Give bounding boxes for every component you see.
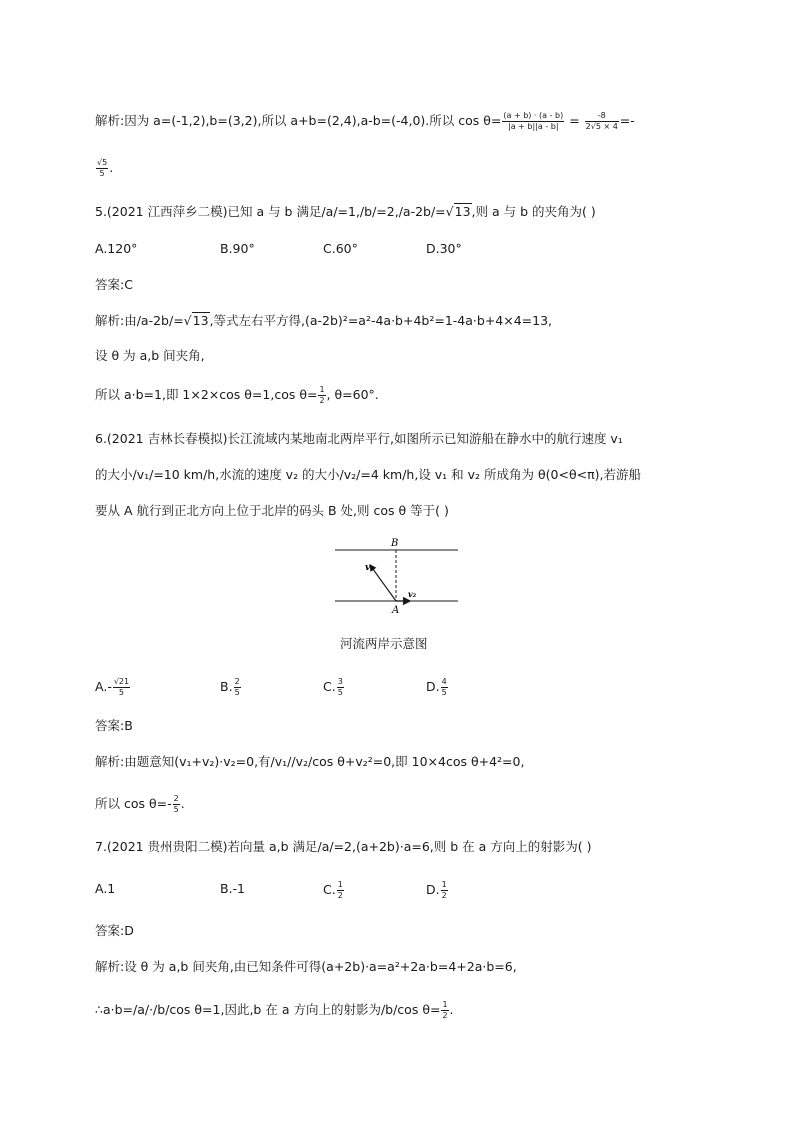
- frac-num: 3: [337, 677, 343, 686]
- q5-option-b: B.90°: [220, 241, 255, 256]
- text: 解析:因为 a=(-1,2),b=(3,2),所以 a+b=(2,4),a-b=(-4,0).所以 cos θ=: [95, 113, 502, 128]
- frac-num: 1: [319, 385, 325, 394]
- frac-num: √5: [97, 158, 108, 167]
- text: =-: [619, 113, 635, 128]
- frac-den: 5: [337, 688, 343, 697]
- option-label: D.: [426, 882, 440, 897]
- frac-den: 5: [234, 688, 240, 697]
- fraction: [318, 385, 325, 406]
- q7-solution-line1: 解析:设 θ 为 a,b 间夹角,由已知条件可得(a+2b)·a=a²+2a·b=4+2a·b=6,: [95, 959, 517, 974]
- option-label: C.: [323, 882, 336, 897]
- frac-den: 5: [118, 688, 125, 697]
- text: ,则 a 与 b 的夹角为( ): [471, 204, 596, 219]
- fraction-value: [585, 111, 619, 132]
- fraction: [337, 880, 344, 901]
- q5-option-c: C.60°: [323, 241, 358, 256]
- frac-num: 1: [441, 880, 447, 889]
- frac-num: 1: [442, 1000, 448, 1009]
- frac-num: 1: [337, 880, 343, 889]
- frac-num: 4: [441, 677, 447, 686]
- text: 所以 cos θ=-: [95, 796, 172, 811]
- label-v1: v₁: [365, 563, 375, 573]
- fraction: [441, 677, 448, 698]
- frac-num: 2: [234, 677, 240, 686]
- solution-prev-line1: [95, 111, 635, 132]
- river-diagram: [330, 535, 465, 617]
- option-label: B.: [220, 679, 233, 694]
- option-label: A.: [95, 679, 108, 694]
- q7-option-d: [426, 880, 449, 901]
- label-v2: v₂: [408, 589, 417, 599]
- frac-num: -8: [585, 111, 619, 122]
- fraction: [441, 1000, 448, 1021]
- q6-stem-line2: 的大小/v₁/=10 km/h,水流的速度 v₂ 的大小/v₂/=4 km/h,设 v₁ 和 v₂ 所成角为 θ(0<θ<π),若游船: [95, 467, 641, 482]
- radicand: 13: [454, 204, 471, 219]
- q6-option-c: [323, 677, 345, 698]
- frac-den: 2: [441, 891, 447, 900]
- q6-answer: 答案:B: [95, 718, 133, 733]
- option-sign: -: [107, 679, 112, 694]
- q5-solution-line3: [95, 385, 379, 406]
- text: 解析:由/a-2b/=: [95, 313, 184, 328]
- q6-stem-line3: 要从 A 航行到正北方向上位于北岸的码头 B 处,则 cos θ 等于( ): [95, 503, 449, 518]
- q6-option-b: [220, 677, 242, 698]
- solution-prev-line2: [95, 158, 113, 179]
- option-label: D.: [426, 679, 440, 694]
- q7-answer: 答案:D: [95, 923, 134, 938]
- frac-num: (a + b) · (a - b): [503, 111, 564, 120]
- q5-solution-line2: 设 θ 为 a,b 间夹角,: [95, 348, 205, 363]
- figure-caption: 河流两岸示意图: [340, 636, 428, 651]
- q5-stem: 5.(2021 江西萍乡二模)已知 a 与 b 满足/a/=1,/b/=2,/a-2b/=√13,则 a 与 b 的夹角为( ): [95, 204, 596, 219]
- label-a: A: [392, 605, 400, 616]
- text: , θ=60°.: [326, 387, 379, 402]
- q6-option-a: [95, 677, 131, 698]
- q5-solution-line1: 解析:由/a-2b/=√13,等式左右平方得,(a-2b)²=a²-4a·b+4b²=1-4a·b+4×4=13,: [95, 313, 553, 328]
- fraction: [337, 677, 344, 698]
- fraction: [234, 677, 241, 698]
- text: ,等式左右平方得,(a-2b)²=a²-4a·b+4b²=1-4a·b+4×4=13,: [209, 313, 553, 328]
- q7-option-c: [323, 880, 345, 901]
- fraction-result: [96, 158, 108, 179]
- q5-answer: 答案:C: [95, 277, 133, 292]
- text: 所以 a·b=1,即 1×2×cos θ=1,cos θ=: [95, 387, 318, 402]
- fraction: [441, 880, 448, 901]
- fraction: [173, 794, 180, 815]
- label-b: B: [391, 538, 399, 549]
- text: .: [449, 1002, 454, 1017]
- frac-den: 5: [173, 805, 179, 814]
- frac-den: 5: [441, 688, 447, 697]
- q6-option-d: [426, 677, 449, 698]
- frac-den: 2√5 × 4: [585, 122, 618, 131]
- radicand: 13: [192, 313, 209, 328]
- frac-den: 2: [337, 891, 343, 900]
- frac-num: 2: [173, 794, 179, 803]
- fraction-cos: [502, 111, 564, 132]
- frac-num: √21: [113, 677, 130, 686]
- frac-den: 2: [319, 396, 325, 405]
- text: .: [180, 796, 185, 811]
- q7-option-a: A.1: [95, 881, 116, 896]
- q6-stem-line1: 6.(2021 吉林长春模拟)长江流域内某地南北两岸平行,如图所示已知游船在静水中的航行速度 v₁: [95, 431, 623, 446]
- q6-solution-line2: [95, 794, 185, 815]
- text: 5.(2021 江西萍乡二模)已知 a 与 b 满足/a/=1,/b/=2,/a-2b/=: [95, 204, 446, 219]
- fraction: [113, 677, 130, 698]
- q5-option-a: A.120°: [95, 241, 138, 256]
- text: =: [565, 113, 584, 128]
- q7-stem: 7.(2021 贵州贵阳二模)若向量 a,b 满足/a/=2,(a+2b)·a=6,则 b 在 a 方向上的射影为( ): [95, 839, 592, 854]
- q7-option-b: B.-1: [220, 881, 246, 896]
- option-label: C.: [323, 679, 336, 694]
- q7-solution-line2: [95, 1000, 454, 1021]
- text: ∴a·b=/a/·/b/cos θ=1,因此,b 在 a 方向上的射影为/b/cos θ=: [95, 1002, 441, 1017]
- frac-den: 5: [99, 169, 105, 178]
- frac-den: 2: [442, 1011, 448, 1020]
- text: .: [109, 160, 114, 175]
- frac-den: |a + b||a - b|: [508, 122, 559, 131]
- q6-solution-line1: 解析:由题意知(v₁+v₂)·v₂=0,有/v₁//v₂/cos θ+v₂²=0,即 10×4cos θ+4²=0,: [95, 754, 525, 769]
- q5-option-d: D.30°: [426, 241, 462, 256]
